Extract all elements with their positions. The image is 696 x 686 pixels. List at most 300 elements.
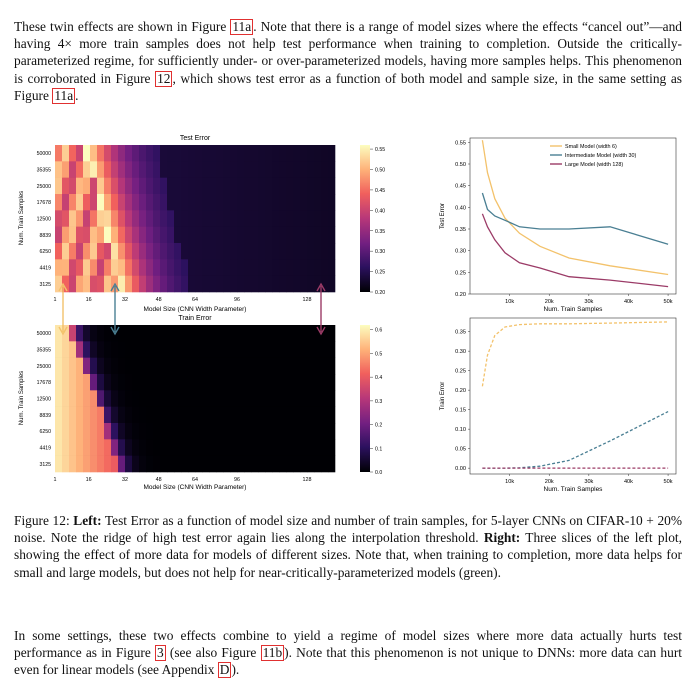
heatmap-cell [195,227,202,244]
heatmap-cell [132,276,139,293]
heatmap-cell [279,161,286,178]
heatmap-cell [286,194,293,211]
heatmap-cell [286,145,293,162]
heatmap-cell [132,456,139,473]
heatmap-cell [230,243,237,260]
heatmap-cell [69,243,76,260]
heatmap-cell [300,439,307,456]
heatmap-cell [181,341,188,358]
y-tick-label: 0.30 [455,349,466,356]
heatmap-cell [146,439,153,456]
heatmap-cell [307,390,314,407]
heatmap-cell [174,259,181,276]
heatmap-cell [83,227,90,244]
heatmap-cell [209,358,216,375]
heatmap-cell [62,358,69,375]
heatmap-cell [265,210,272,227]
x-tick-label: 16 [85,477,92,483]
heatmap-cell [139,259,146,276]
y-tick-label: 0.50 [455,162,466,168]
heatmap-cell [321,210,328,227]
y-tick-label: 12500 [36,216,51,223]
heatmap-cell [209,423,216,440]
heatmap-cell [279,227,286,244]
heatmap-cell [160,456,167,473]
heatmap-cell [314,243,321,260]
heatmap-cell [272,276,279,293]
heatmap-cell [69,390,76,407]
x-tick-label: 20k [544,479,554,485]
heatmap-cell [167,276,174,293]
heatmap-cell [97,374,104,391]
heatmap-cell [118,194,125,211]
heatmap-cell [216,210,223,227]
heatmap-cell [230,325,237,342]
heatmap-cell [167,161,174,178]
heatmap-cell [90,194,97,211]
heatmap-cell [230,259,237,276]
heatmap-cell [195,407,202,424]
heatmap-cell [321,227,328,244]
heatmap-cell [153,325,160,342]
heatmap-cell [83,374,90,391]
heatmap-cell [314,259,321,276]
x-tick-label: 48 [155,297,162,303]
heatmap-cell [251,145,258,162]
heatmap-cell [237,358,244,375]
heatmap-cell [195,276,202,293]
heatmap-cell [97,423,104,440]
heatmap-cell [139,194,146,211]
heatmap-cell [258,325,265,342]
heatmap-cell [223,178,230,195]
heatmap-cell [132,194,139,211]
heatmap-cell [237,161,244,178]
heatmap-cell [321,439,328,456]
heatmap-cell [160,243,167,260]
heatmap-cell [202,390,209,407]
train-heatmap-y-ticks [37,331,52,468]
y-tick-label: 8839 [39,232,51,239]
heatmap-cell [69,456,76,473]
heatmap-cell [76,145,83,162]
heatmap-cell [104,243,111,260]
y-tick-label: 50000 [36,151,51,158]
heatmap-cell [321,194,328,211]
p2-text-b: (see also Figure [165,645,261,661]
heatmap-cell [181,456,188,473]
heatmap-cell [90,325,97,342]
heatmap-cell [237,341,244,358]
heatmap-cell [174,194,181,211]
heatmap-cell [55,358,62,375]
heatmap-cell [153,276,160,293]
heatmap-cell [62,243,69,260]
heatmap-cell [216,227,223,244]
heatmap-cell [307,243,314,260]
x-tick-label: 20k [544,299,554,305]
heatmap-cell [125,178,132,195]
heatmap-cell [216,325,223,342]
heatmap-cell [223,407,230,424]
heatmap-cell [174,325,181,342]
heatmap-cell [174,374,181,391]
heatmap-cell [125,325,132,342]
heatmap-cell [293,210,300,227]
heatmap-cell [111,194,118,211]
heatmap-cell [258,439,265,456]
heatmap-cell [251,325,258,342]
heatmap-cell [328,259,335,276]
heatmap-cell [97,243,104,260]
heatmap-cell [181,276,188,293]
heatmap-cell [237,227,244,244]
heatmap-cell [293,358,300,375]
heatmap-cell [188,374,195,391]
heatmap-cell [244,439,251,456]
heatmap-cell [251,439,258,456]
heatmap-cell [258,243,265,260]
heatmap-cell [258,374,265,391]
heatmap-cell [300,423,307,440]
heatmap-cell [181,358,188,375]
heatmap-cell [167,178,174,195]
heatmap-cell [83,243,90,260]
caption-text-a: Test Error as a function of model size and number of train samples, for 5-layer CNNs on CIFAR-10 + 20% noise. Note the ridge of high test error again lies along the interpolation threshold. [14,513,682,546]
heatmap-cell [195,456,202,473]
heatmap-cell [251,358,258,375]
heatmap-cell [328,341,335,358]
y-tick-label: 0.55 [455,140,466,147]
heatmap-cell [76,407,83,424]
heatmap-cell [265,439,272,456]
heatmap-cell [55,374,62,391]
heatmap-cell [237,390,244,407]
y-tick-label: 12500 [36,396,51,403]
heatmap-cell [111,407,118,424]
x-tick-label: 50k [663,299,673,305]
x-tick-label: 1 [53,477,57,483]
heatmap-cell [279,390,286,407]
heatmap-cell [139,210,146,227]
heatmap-cell [118,439,125,456]
heatmap-cell [139,456,146,473]
heatmap-cell [146,194,153,211]
heatmap-cell [202,227,209,244]
heatmap-cell [62,390,69,407]
heatmap-cell [202,456,209,473]
heatmap-cell [223,358,230,375]
heatmap-cell [223,194,230,211]
heatmap-cell [174,178,181,195]
heatmap-cell [153,358,160,375]
heatmap-cell [237,423,244,440]
legend-small-model: Small Model (width 6) [565,144,617,150]
heatmap-cell [265,194,272,211]
heatmap-cell [55,439,62,456]
heatmap-cell [237,374,244,391]
heatmap-cell [118,161,125,178]
heatmap-cell [258,390,265,407]
heatmap-cell [90,145,97,162]
heatmap-cell [258,276,265,293]
heatmap-cell [125,423,132,440]
heatmap-cell [62,227,69,244]
heatmap-cell [146,358,153,375]
heatmap-cell [146,374,153,391]
heatmap-cell [279,243,286,260]
heatmap-cell [97,341,104,358]
heatmap-cell [132,439,139,456]
heatmap-cell [258,161,265,178]
colorbar-tick-label: 0.40 [375,208,386,215]
heatmap-cell [97,145,104,162]
x-tick-label: 96 [234,477,240,483]
heatmap-cell [104,259,111,276]
heatmap-cell [244,358,251,375]
heatmap-cell [125,276,132,293]
heatmap-cell [195,439,202,456]
heatmap-cell [265,227,272,244]
heatmap-cell [167,439,174,456]
heatmap-panel [10,128,410,500]
p1-text-c: , which shows test error as a function of both model and sample size, in the same setting as Figure [14,70,682,103]
y-tick-label: 6250 [39,249,51,256]
heatmap-cell [167,259,174,276]
heatmap-cell [279,456,286,473]
heatmap-cell [90,407,97,424]
heatmap-cell [216,439,223,456]
heatmap-cell [153,390,160,407]
figure-11b-link[interactable]: 11b [262,645,283,661]
heatmap-cell [328,145,335,162]
heatmap-cell [328,325,335,342]
heatmap-cell [293,243,300,260]
heatmap-cell [293,423,300,440]
heatmap-cell [216,407,223,424]
heatmap-cell [181,194,188,211]
heatmap-cell [181,374,188,391]
heatmap-cell [307,407,314,424]
heatmap-cell [195,194,202,211]
y-tick-label: 3125 [39,281,51,288]
heatmap-cell [300,259,307,276]
heatmap-cell [76,439,83,456]
heatmap-cell [139,390,146,407]
heatmap-cell [104,325,111,342]
heatmap-cell [188,407,195,424]
heatmap-cell [258,259,265,276]
heatmap-cell [195,243,202,260]
heatmap-cell [90,456,97,473]
heatmap-cell [216,374,223,391]
y-tick-label: 35355 [36,167,51,174]
heatmap-cell [272,227,279,244]
heatmap-cell [314,439,321,456]
heatmap-cell [125,374,132,391]
x-tick-label: 1 [53,297,57,303]
heatmap-cell [321,374,328,391]
heatmap-cell [230,178,237,195]
heatmap-cell [167,456,174,473]
heatmap-cell [279,358,286,375]
heatmap-cell [300,145,307,162]
y-tick-label: 0.20 [455,292,466,298]
y-tick-label: 0.45 [455,183,466,190]
heatmap-cell [160,227,167,244]
heatmap-cell [230,341,237,358]
heatmap-cell [216,161,223,178]
y-tick-label: 0.35 [455,329,466,336]
heatmap-cell [321,161,328,178]
line-chart-panel [430,128,690,500]
heatmap-cell [314,358,321,375]
heatmap-cell [188,243,195,260]
heatmap-cell [69,276,76,293]
heatmap-cell [244,456,251,473]
heatmap-cell [76,358,83,375]
heatmap-cell [69,407,76,424]
heatmap-cell [209,341,216,358]
heatmap-cell [146,178,153,195]
heatmap-cell [202,145,209,162]
heatmap-cell [279,194,286,211]
heatmap-cell [209,178,216,195]
heatmap-cell [188,276,195,293]
heatmap-cell [321,358,328,375]
heatmap-cell [160,145,167,162]
test-line-y-ticks [455,140,470,298]
heatmap-cell [230,161,237,178]
heatmap-cell [293,161,300,178]
heatmap-cell [153,161,160,178]
figure-11a-link[interactable]: 11a [232,19,252,34]
heatmap-cell [237,145,244,162]
heatmap-cell [272,210,279,227]
heatmap-cell [307,423,314,440]
train-line-xlabel: Num. Train Samples [543,486,603,493]
x-tick-label: 64 [192,297,198,303]
p2-text-a: In some settings, these two effects combine to yield a regime of model sizes where more data actually hurts test performance as in Figure [14,628,682,661]
figure-3-link[interactable]: 3 [156,645,164,661]
heatmap-cell [321,145,328,162]
heatmap-cell [97,456,104,473]
heatmap-cell [55,407,62,424]
heatmap-cell [286,374,293,391]
heatmap-cell [272,325,279,342]
heatmap-cell [202,325,209,342]
heatmap-cell [244,145,251,162]
heatmap-cell [223,325,230,342]
figure-12-link[interactable]: 12 [157,70,171,86]
colorbar-tick-label: 0.45 [375,187,386,194]
test-line-xlabel: Num. Train Samples [543,306,603,313]
heatmap-cell [55,243,62,260]
appendix-d-link[interactable]: D [219,662,230,678]
heatmap-cell [62,178,69,195]
heatmap-cell [83,325,90,342]
heatmap-cell [230,439,237,456]
heatmap-cell [132,161,139,178]
heatmap-cell [104,210,111,227]
heatmap-cell [300,161,307,178]
heatmap-cell [90,243,97,260]
heatmap-cell [62,439,69,456]
heatmap-cell [251,161,258,178]
heatmap-cell [314,161,321,178]
heatmap-cell [83,178,90,195]
heatmap-cell [258,145,265,162]
heatmap-cell [328,276,335,293]
heatmap-cell [230,390,237,407]
heatmap-cell [69,210,76,227]
figure-12-right-line-charts [430,128,690,500]
heatmap-cell [76,259,83,276]
heatmap-cell [307,161,314,178]
heatmap-cell [132,145,139,162]
heatmap-cell [286,276,293,293]
heatmap-cell [237,178,244,195]
heatmap-cell [160,276,167,293]
heatmap-cell [62,194,69,211]
heatmap-cell [314,407,321,424]
heatmap-cell [111,341,118,358]
heatmap-cell [83,423,90,440]
heatmap-cell [244,341,251,358]
heatmap-cell [237,456,244,473]
p1-text-b: . Note that there is a range of model sizes where the effects “cancel out”—and having 4× more train samples does not help test performance when training to completion. Outside the critically-parameterized regime, for sufficiently under- or over-parameterized models, having more samples helps. This phenomenon is corroborated in Figure [14,19,682,86]
heatmap-cell [111,439,118,456]
train-heatmap-x-ticks [54,477,312,483]
legend-intermediate-model: Intermediate Model (width 30) [565,153,637,159]
heatmap-cell [251,227,258,244]
heatmap-cell [209,374,216,391]
test-heatmap-ylabel: Num. Train Samples [19,190,25,246]
heatmap-cell [104,194,111,211]
heatmap-cell [286,423,293,440]
heatmap-cell [307,276,314,293]
heatmap-cell [111,178,118,195]
heatmap-cell [167,423,174,440]
heatmap-cell [202,259,209,276]
heatmap-cell [69,194,76,211]
heatmap-cell [160,358,167,375]
figure-11a-link-2[interactable]: 11a [54,87,74,103]
caption-right-bold: Right: [483,530,521,546]
heatmap-cell [55,456,62,473]
heatmap-cell [293,259,300,276]
heatmap-cell [69,259,76,276]
heatmap-cell [237,259,244,276]
train-colorbar [360,325,370,472]
heatmap-cell [160,439,167,456]
heatmap-cell [258,456,265,473]
heatmap-cell [251,407,258,424]
train-heatmap-ylabel: Num. Train Samples [19,370,25,426]
heatmap-cell [209,210,216,227]
heatmap-cell [223,341,230,358]
heatmap-cell [139,276,146,293]
heatmap-cell [293,325,300,342]
y-tick-label: 25000 [36,363,51,370]
heatmap-cell [153,456,160,473]
heatmap-cell [251,194,258,211]
heatmap-cell [209,276,216,293]
x-tick-label: 10k [505,299,515,305]
heatmap-cell [188,358,195,375]
heatmap-cell [69,325,76,342]
heatmap-cell [293,276,300,293]
